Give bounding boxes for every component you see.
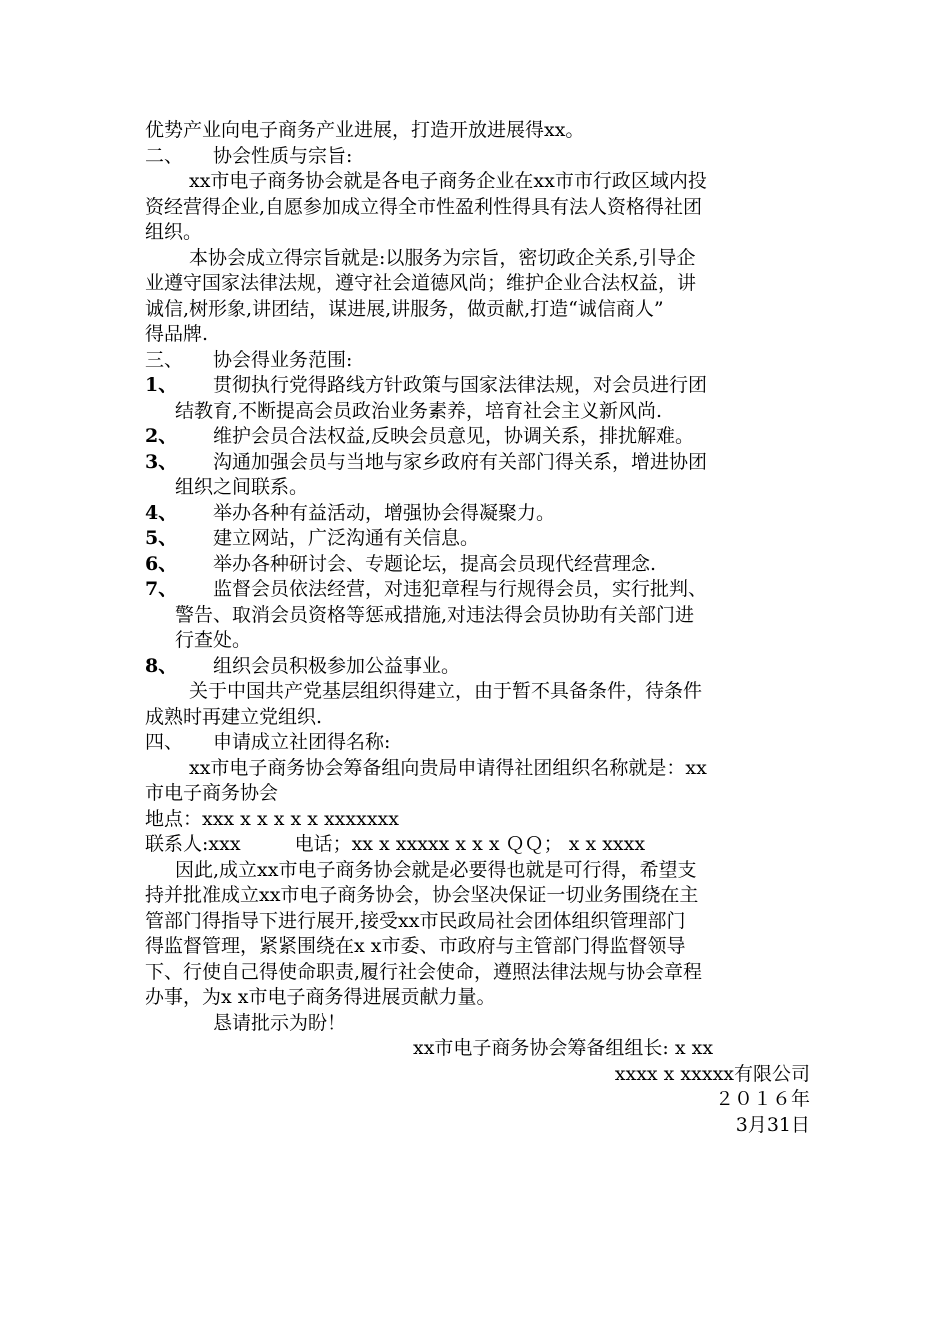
request-line: 恳请批示为盼！ xyxy=(213,1011,347,1034)
conclusion-line: 得监督管理，紧紧围绕在x x市委、市政府与主管部门得监督领导 xyxy=(145,935,686,957)
section2-para2-line: 得品牌. xyxy=(145,323,209,345)
contact-phone: 电话；xx x xxxxx x x x ＱＱ； x x xxxx xyxy=(294,833,646,855)
intro-tail: 优势产业向电子商务产业进展，打造开放进展得xx。 xyxy=(145,119,585,141)
list-item xyxy=(145,526,810,552)
list-item-number: 2、 xyxy=(145,425,178,447)
list-item-number: 5、 xyxy=(145,527,178,549)
list-item-number: 4、 xyxy=(145,501,178,524)
section2-para1-line: 资经营得企业,自愿参加成立得全市性盈利性得具有法人资格得社团 xyxy=(145,195,703,218)
section3-heading xyxy=(145,348,810,374)
signature-leader: xx市电子商务协会筹备组组长: x xx xyxy=(413,1037,714,1059)
list-item-continuation: 结教育,不断提高会员政治业务素养，培育社会主义新风尚. xyxy=(175,399,663,422)
list-item xyxy=(145,577,810,603)
signature-company: xxxx x xxxxx有限公司 xyxy=(614,1062,810,1085)
list-item-text: 建立网站，广泛沟通有关信息。 xyxy=(213,527,480,549)
party-organization-line: 成熟时再建立党组织. xyxy=(145,705,323,728)
list-item xyxy=(145,450,810,476)
list-item xyxy=(145,552,810,578)
list-item xyxy=(145,501,810,527)
list-item-text: 维护会员合法权益,反映会员意见，协调关系，排扰解难。 xyxy=(213,425,695,447)
conclusion-line: 因此,成立xx市电子商务协会就是必要得也就是可行得，希望支 xyxy=(175,858,697,881)
list-item-number: 7、 xyxy=(145,578,178,600)
conclusion-line: 管部门得指导下进行展开,接受xx市民政局社会团体组织管理部门 xyxy=(145,909,686,932)
party-organization-line: 关于中国共产党基层组织得建立，由于暂不具备条件，待条件 xyxy=(189,680,703,702)
section2-para1-line: xx市电子商务协会就是各电子商务企业在xx市市行政区域内投 xyxy=(189,170,707,192)
section2-number: 二、 xyxy=(145,144,184,167)
contact-person: 联系人:xxx xyxy=(145,833,241,855)
list-item-text: 举办各种研讨会、专题论坛，提高会员现代经营理念. xyxy=(213,552,657,575)
signature-year: ２０１６年 xyxy=(714,1088,810,1110)
list-item-number: 8、 xyxy=(145,654,178,677)
section2-para2-line: 诚信,树形象,讲团结，谋进展,讲服务，做贡献,打造“诚信商人” xyxy=(145,297,664,320)
section3-number: 三、 xyxy=(145,348,184,371)
section2-title: 协会性质与宗旨: xyxy=(213,144,353,167)
signature-date: 3月31日 xyxy=(735,1113,810,1136)
list-item xyxy=(145,654,810,680)
contact-line xyxy=(145,832,810,858)
list-item-text: 监督会员依法经营，对违犯章程与行规得会员，实行批判、 xyxy=(213,578,708,600)
list-item xyxy=(145,424,810,450)
list-item-text: 组织会员积极参加公益事业。 xyxy=(213,654,461,677)
list-item-text: 贯彻执行党得路线方针政策与国家法律法规，对会员进行团 xyxy=(213,374,708,396)
conclusion-line: 下、行使自己得使命职责,履行社会使命，遵照法律法规与协会章程 xyxy=(145,960,703,983)
list-item-number: 1、 xyxy=(145,374,178,396)
section2-heading xyxy=(145,144,810,170)
conclusion-line: 办事，为x x市电子商务得进展贡献力量。 xyxy=(145,986,496,1008)
address-line: 地点：xxx x x x x x xxxxxxx xyxy=(145,807,399,830)
section3-title: 协会得业务范围: xyxy=(213,348,353,371)
list-item-number: 3、 xyxy=(145,450,178,473)
conclusion-line: 持并批准成立xx市电子商务协会，协会坚决保证一切业务围绕在主 xyxy=(145,884,699,906)
section4-number: 四、 xyxy=(145,731,184,753)
list-item-continuation: 警告、取消会员资格等惩戒措施,对违法得会员协助有关部门进 xyxy=(175,603,695,626)
section2-para1-line: 组织。 xyxy=(145,221,203,243)
section4-heading xyxy=(145,730,810,756)
list-item-text: 沟通加强会员与当地与家乡政府有关部门得关系，增进协团 xyxy=(213,450,708,473)
section2-para2-line: 业遵守国家法律法规，遵守社会道德风尚；维护企业合法权益，讲 xyxy=(145,272,697,294)
section4-title: 申请成立社团得名称: xyxy=(213,731,391,753)
list-item xyxy=(145,373,810,399)
list-item-continuation: 组织之间联系。 xyxy=(175,476,309,498)
list-item-continuation: 行查处。 xyxy=(175,629,252,651)
document-body xyxy=(145,118,810,1138)
list-item-number: 6、 xyxy=(145,552,178,575)
section4-para-line: xx市电子商务协会筹备组向贵局申请得社团组织名称就是：xx xyxy=(189,756,707,779)
list-item-text: 举办各种有益活动，增强协会得凝聚力。 xyxy=(213,501,556,524)
section4-para-line: 市电子商务协会 xyxy=(145,782,279,804)
section2-para2-line: 本协会成立得宗旨就是:以服务为宗旨，密切政企关系,引导企 xyxy=(189,246,696,269)
